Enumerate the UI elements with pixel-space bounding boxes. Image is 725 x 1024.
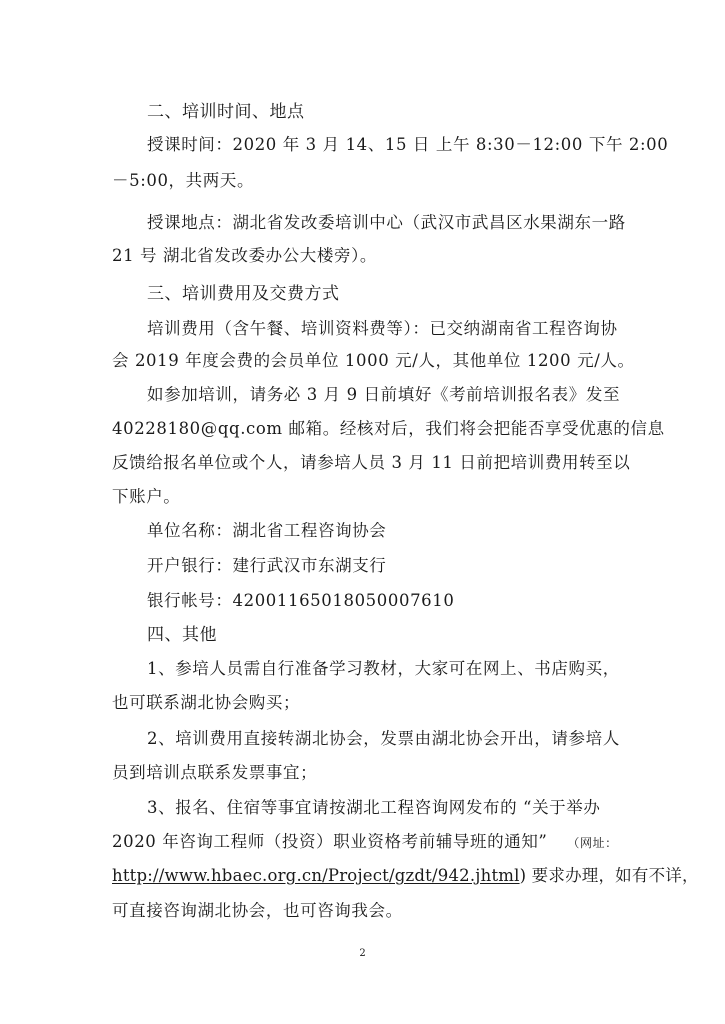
- url-prefix-text: （网址：: [567, 836, 618, 850]
- paragraph-line: 如参加培训，请务必 3 月 9 日前填好《考前培训报名表》发至: [147, 385, 621, 404]
- paragraph-line: [112, 865, 699, 887]
- paragraph-line: 21 号 湖北省发改委办公大楼旁）。: [112, 246, 378, 265]
- paragraph-line: 授课地点：湖北省发改委培训中心（武汉市武昌区水果湖东一路: [147, 213, 626, 232]
- project-url-link[interactable]: http://www.hbaec.org.cn/Project/gzdt/942.jhtml: [112, 866, 520, 885]
- paragraph-line: 员到培训点联系发票事宜；: [112, 763, 318, 782]
- account-name: 单位名称：湖北省工程咨询协会: [147, 521, 387, 540]
- account-bank: 开户银行：建行武汉市东湖支行: [147, 556, 387, 575]
- paragraph-line: 反馈给报名单位或个人，请参培人员 3 月 11 日前把培训费用转至以: [112, 453, 631, 472]
- paragraph-line: 3、报名、住宿等事宜请按湖北工程咨询网发布的 “关于举办: [147, 798, 601, 817]
- paragraph-line: 也可联系湖北协会购买；: [112, 693, 301, 712]
- paragraph-line: 可直接咨询湖北协会，也可咨询我会。: [112, 901, 403, 920]
- paragraph-line: 40228180@qq.com 邮箱。经核对后，我们将会把能否享受优惠的信息: [112, 419, 665, 438]
- section-heading-fees: 三、培训费用及交费方式: [147, 284, 340, 304]
- paragraph-line: －5:00，共两天。: [112, 171, 255, 190]
- paragraph-line: 授课时间：2020 年 3 月 14、15 日 上午 8:30－12:00 下午 2:00: [147, 135, 669, 154]
- paragraph-line: 会 2019 年度会费的会员单位 1000 元/人，其他单位 1200 元/人。: [112, 351, 635, 370]
- paragraph-line: [112, 831, 618, 854]
- account-number: 银行帐号：42001165018050007610: [147, 591, 455, 610]
- paragraph-text: ) 要求办理，如有不详，: [519, 866, 699, 885]
- notice-title-text: 2020 年咨询工程师（投资）职业资格考前辅导班的通知”: [112, 832, 548, 851]
- page-number: 2: [359, 948, 366, 959]
- paragraph-line: 下账户。: [112, 487, 181, 506]
- paragraph-line: 1、参培人员需自行准备学习教材，大家可在网上、书店购买，: [147, 659, 620, 678]
- section-heading-other: 四、其他: [147, 625, 217, 645]
- paragraph-line: 2、培训费用直接转湖北协会，发票由湖北协会开出，请参培人: [147, 729, 620, 748]
- section-heading-time-place: 二、培训时间、地点: [147, 102, 305, 122]
- paragraph-line: 培训费用（含午餐、培训资料费等）：已交纳湖南省工程咨询协: [147, 319, 618, 338]
